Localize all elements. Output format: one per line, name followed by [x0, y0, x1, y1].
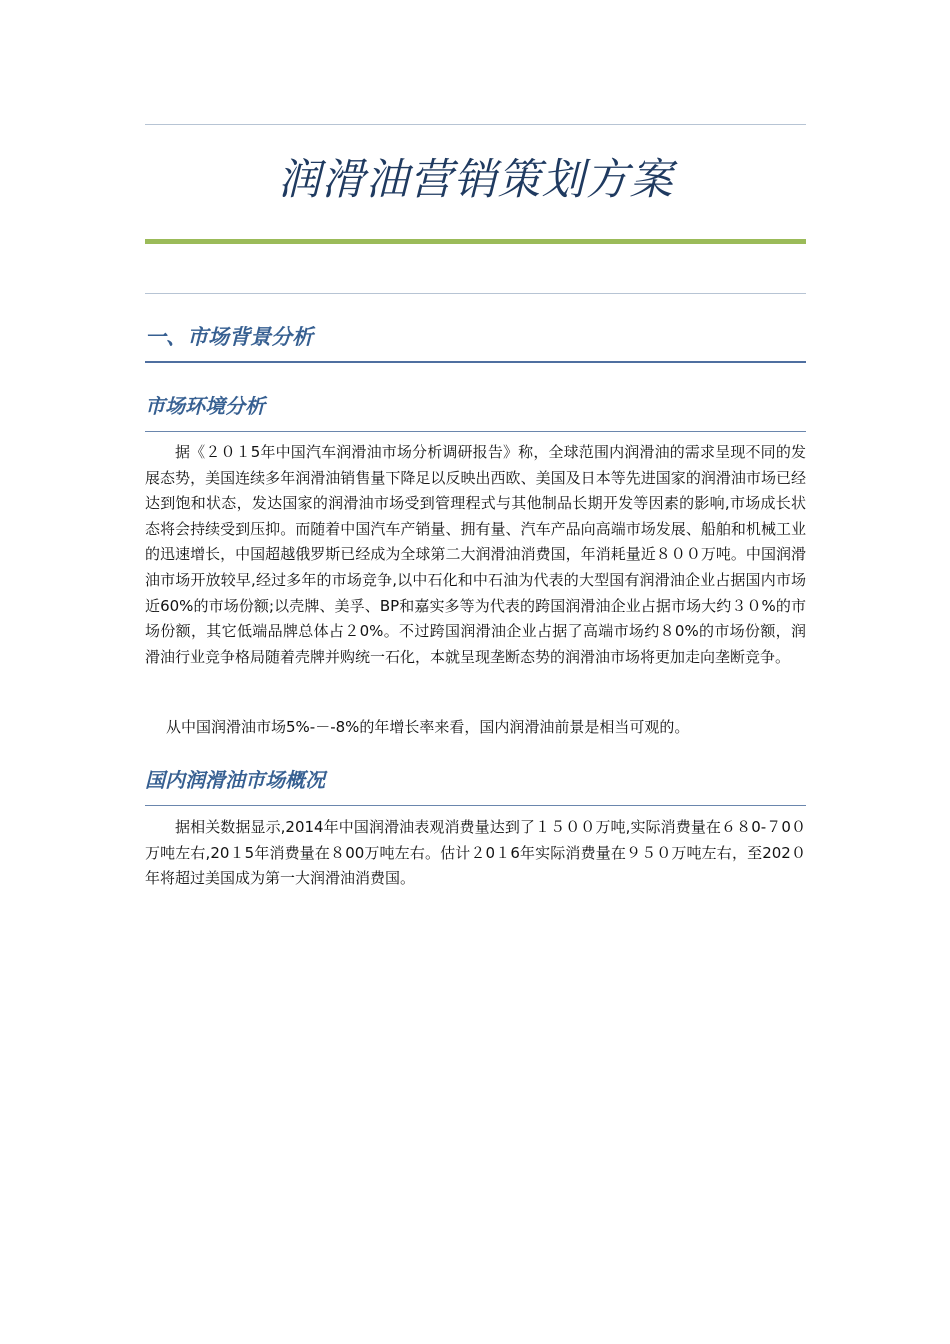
document-title: 润滑油营销策划方案	[277, 155, 674, 205]
subsection-heading-domestic-market: 国内润滑油市场概况	[145, 768, 325, 792]
paragraph-market-environment: 据《２０１5年中国汽车润滑油市场分析调研报告》称，全球范围内润滑油的需求呈现不同的发展态势，美国连续多年润滑油销售量下降足以反映出西欧、美国及日本等先进国家的润滑油市场已经达到饱和状态，发达国家的润滑油市场受到管理程式与其他制品长期开发等因素的影响,市场成长状态将会持续受到压抑。而随着中国汽车产销量、拥有量、汽车产品向高端市场发展、船舶和机械工业的迅速增长，中国超越俄罗斯已经成为全球第二大润滑油消费国，年消耗量近８００万吨。中国润滑油市场开放较早,经过多年的市场竞争,以中石化和中石油为代表的大型国有润滑油企业占据国内市场近60%的市场份额;以壳牌、美孚、BP和嘉实多等为代表的跨国润滑油企业占据市场大约３０%的市场份额，其它低端品牌总体占２0%。不过跨国润滑油企业占据了高端市场约８0%的市场份额，润滑油行业竞争格局随着壳牌并购统一石化，本就呈现垄断态势的润滑油市场将更加走向垄断竞争。	[145, 443, 806, 666]
subsection-heading-rule	[145, 431, 806, 432]
section-heading-rule	[145, 361, 806, 363]
title-green-rule	[145, 239, 806, 244]
title-top-rule	[145, 124, 806, 125]
section-heading-market-background: 一、市场背景分析	[145, 325, 313, 349]
title-bottom-rule	[145, 293, 806, 294]
subsection-heading-market-environment: 市场环境分析	[145, 394, 265, 418]
paragraph-domestic-market: 据相关数据显示,2014年中国润滑油表观消费量达到了１５００万吨,实际消费量在６８0-７0０万吨左右,20１5年消费量在８00万吨左右。估计２0１6年实际消费量在９５０万吨左右，至202０年将超过美国成为第一大润滑油消费国。	[145, 818, 806, 888]
paragraph-growth-rate: 从中国润滑油市场5%-－-8%的年增长率来看，国内润滑油前景是相当可观的。	[166, 718, 690, 736]
subsection-heading-rule	[145, 805, 806, 806]
